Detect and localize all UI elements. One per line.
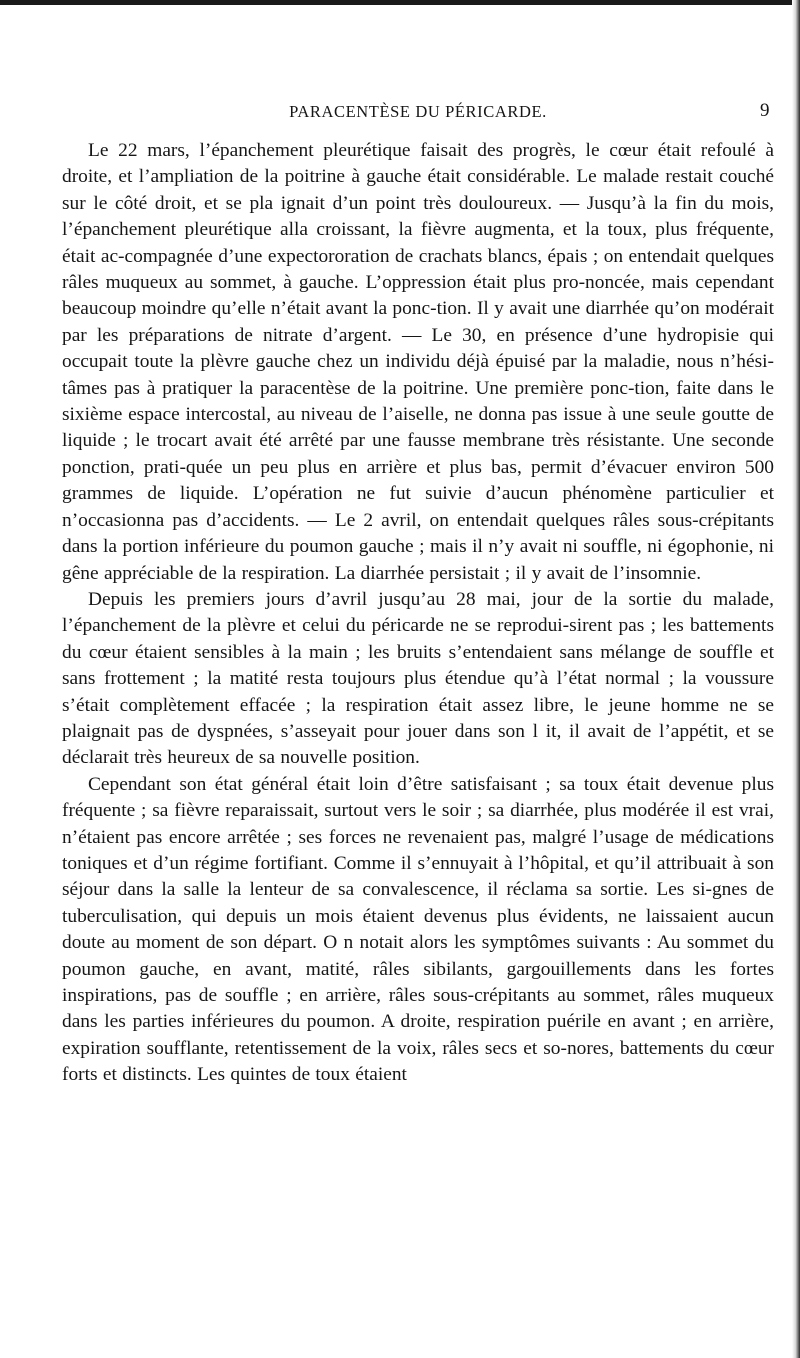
scan-top-edge: [0, 0, 800, 5]
running-title: PARACENTÈSE DU PÉRICARDE.: [289, 102, 547, 121]
paragraph-1: Le 22 mars, l’épanchement pleurétique faisait des progrès, le cœur était refoulé à droite, et l’ampliation de la poitrine à gauche était considérable. Le malade restait couché sur le côté droit, et se pla ignait d’un point très douloureux. — Jusqu’à la fin du mois, l’épanchement pleurétique alla croissant, la fièvre augmenta, et la toux, plus fréquente, était ac-compagnée d’une expectororation de crachats blancs, épais ; on entendait quelques râles muqueux au sommet, à gauche. L’oppression était plus pro-noncée, mais cependant beaucoup moindre qu’elle n’était avant la ponc-tion. Il y avait une diarrhée qu’on modérait par les préparations de nitrate d’argent. — Le 30, en présence d’une hydropisie qui occupait toute la plèvre gauche chez un individu déjà épuisé par la maladie, nous n’hési-tâmes pas à pratiquer la paracentèse de la poitrine. Une première ponc-tion, faite dans le sixième espace intercostal, au niveau de l’aiselle, ne donna pas issue à une seule goutte de liquide ; le trocart avait été arrêté par une fausse membrane très résistante. Une seconde ponction, prati-quée un peu plus en arrière et plus bas, permit d’évacuer environ 500 grammes de liquide. L’opération ne fut suivie d’aucun phénomène particulier et n’occasionna pas d’accidents. — Le 2 avril, on entendait quelques râles sous-crépitants dans la portion inférieure du poumon gauche ; mais il n’y avait ni souffle, ni égophonie, ni gêne appréciable de la respiration. La diarrhée persistait ; il y avait de l’insomnie.: [62, 140, 774, 584]
paragraph-3: Cependant son état général était loin d’être satisfaisant ; sa toux était devenue plus fréquente ; sa fièvre reparaissait, surtout vers le soir ; sa diarrhée, plus modérée il est vrai, n’étaient pas encore arrêtée ; ses forces ne revenaient pas, malgré l’usage de médications toniques et d’un régime fortifiant. Comme il s’ennuyait à l’hôpital, et qu’il attribuait à son séjour dans la salle la lenteur de sa convalescence, il réclama sa sortie. Les si-gnes de tuberculisation, qui depuis un mois étaient devenus plus évidents, ne laissaient aucun doute au moment de son départ. O n notait alors les symptômes suivants : Au sommet du poumon gauche, en avant, matité, râles sibilants, gargouillements dans les fortes inspirations, pas de souffle ; en arrière, râles sous-crépitants au sommet, râles muqueux dans les parties inférieures du poumon. A droite, respiration puérile en avant ; en arrière, expiration soufflante, retentissement de la voix, râles secs et so-nores, battements du cœur forts et distincts. Les quintes de toux étaient: [62, 773, 774, 1086]
paragraph-2: Depuis les premiers jours d’avril jusqu’au 28 mai, jour de la sortie du malade, l’épanchement de la plèvre et celui du péricarde ne se reprodui-sirent pas ; les battements du cœur étaient sensibles à la main ; les bruits s’entendaient sans mélange de souffle et sans frottement ; la matité resta toujours plus étendue qu’à l’état normal ; la voussure s’était complètement effacée ; la respiration était assez libre, le jeune homme ne se plaignait pas de dyspnées, s’asseyait pour jouer dans son l it, il avait de l’appétit, et se déclarait très heureux de sa nouvelle position.: [62, 588, 774, 769]
body-text: [62, 138, 774, 1089]
book-page: [62, 96, 774, 1089]
running-head: [62, 96, 774, 128]
scan-right-edge: [792, 0, 800, 1358]
page-number: 9: [760, 100, 770, 121]
